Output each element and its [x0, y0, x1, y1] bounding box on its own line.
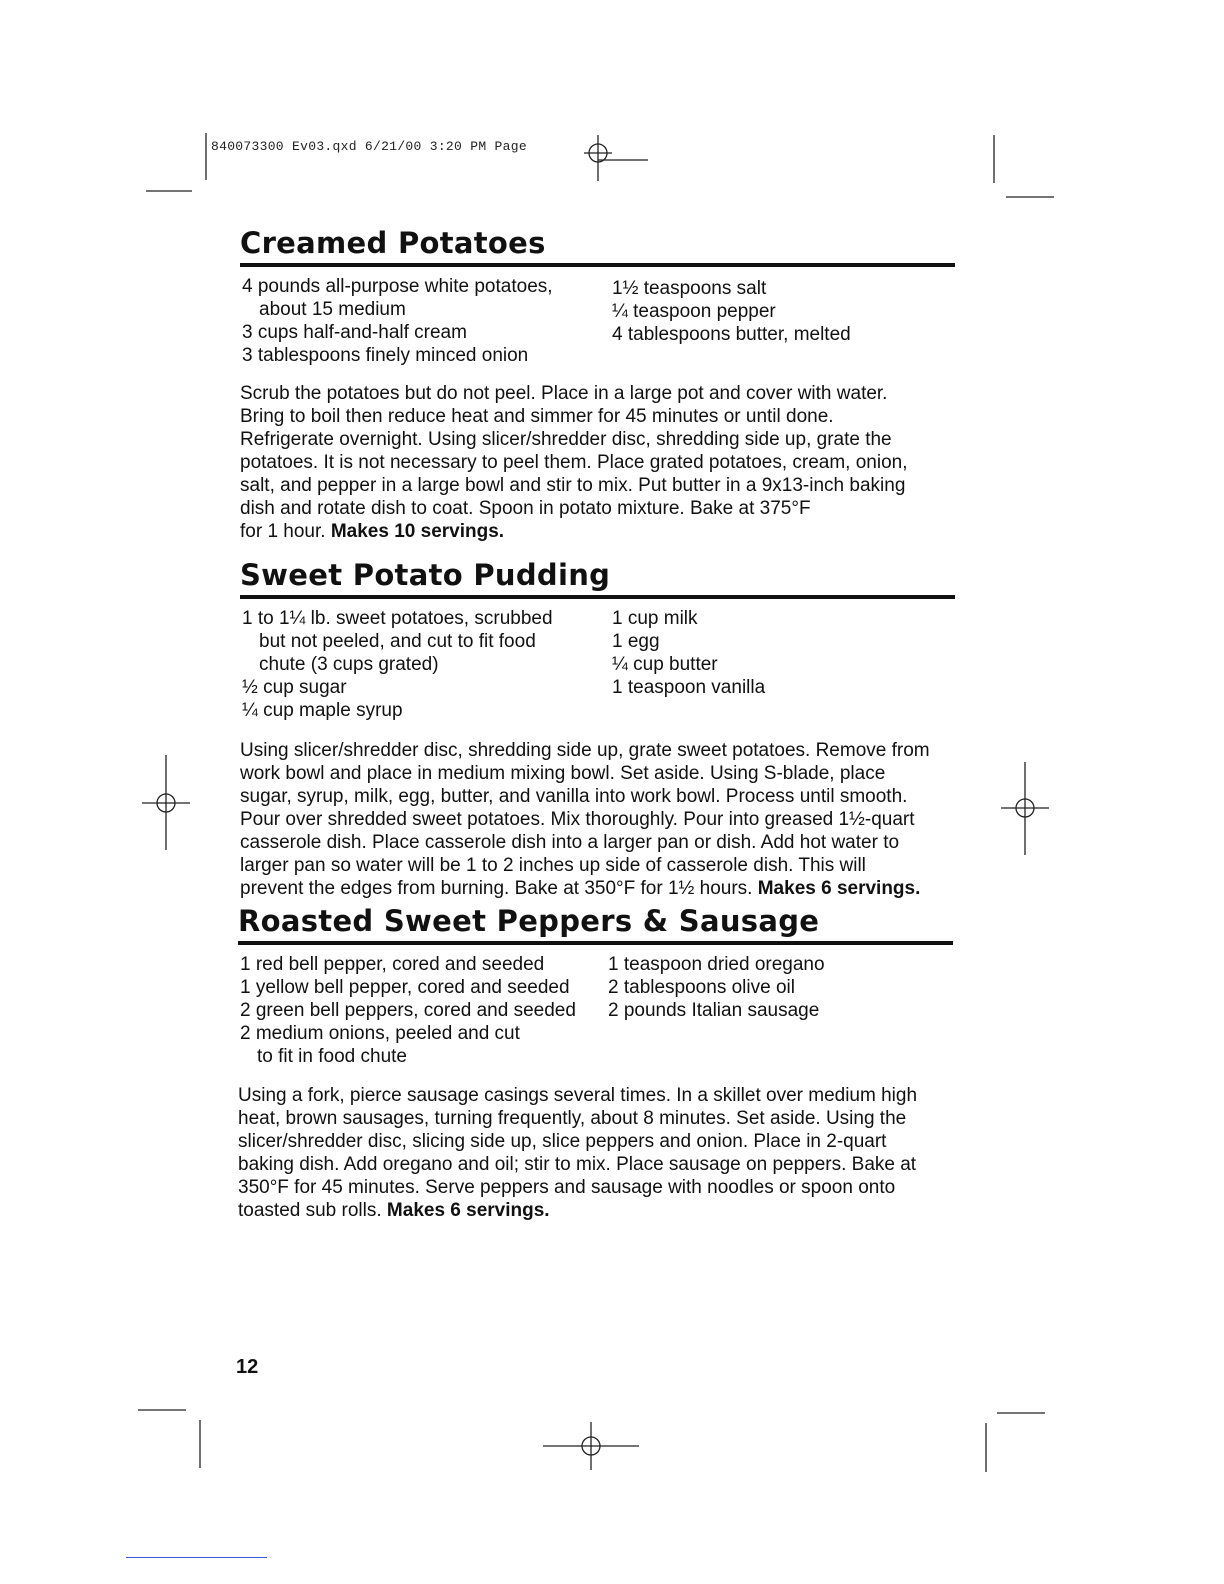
- ingredient-line: 1 teaspoon vanilla: [612, 677, 766, 698]
- method-line: Refrigerate overnight. Using slicer/shredder disc, shredding side up, grate the: [240, 429, 892, 450]
- ingredient-list: [240, 607, 955, 722]
- ingredient-line: but not peeled, and cut to fit food: [259, 631, 536, 652]
- method-line: work bowl and place in medium mixing bowl. Set aside. Using S-blade, place: [240, 763, 886, 784]
- ingredient-line: 4 pounds all-purpose white potatoes,: [242, 276, 553, 297]
- method-line: Scrub the potatoes but do not peel. Place in a large pot and cover with water.: [240, 383, 888, 404]
- method-line: Pour over shredded sweet potatoes. Mix thoroughly. Pour into greased 1½-quart: [240, 809, 915, 830]
- ingredients-right-column: [612, 607, 765, 699]
- servings-note: Makes 10 servings.: [330, 521, 505, 542]
- method-line: toasted sub rolls.: [238, 1200, 382, 1221]
- method-line: heat, brown sausages, turning frequently, about 8 minutes. Set aside. Using the: [238, 1108, 907, 1129]
- method-line: baking dish. Add oregano and oil; stir to mix. Place sausage on peppers. Bake at: [238, 1154, 917, 1175]
- method-text: [238, 1084, 956, 1222]
- recipe-sweet-potato-pudding: [240, 557, 955, 900]
- method-line: sugar, syrup, milk, egg, butter, and vanilla into work bowl. Process until smooth.: [240, 786, 908, 807]
- registration-mark-top: [584, 135, 612, 181]
- method-text: [240, 739, 958, 900]
- servings-note: Makes 6 servings.: [386, 1200, 550, 1221]
- method-line: potatoes. It is not necessary to peel them. Place grated potatoes, cream, onion,: [240, 452, 908, 473]
- ingredient-line: 1 cup milk: [612, 608, 698, 629]
- method-line: Using slicer/shredder disc, shredding side up, grate sweet potatoes. Remove from: [240, 740, 930, 761]
- ingredient-line: ¼ cup maple syrup: [242, 700, 403, 721]
- recipe-title: Creamed Potatoes: [240, 225, 955, 267]
- ingredient-line: ¼ cup butter: [612, 654, 718, 675]
- ingredient-line: to fit in food chute: [257, 1046, 407, 1067]
- ingredients-right-column: [612, 277, 851, 346]
- recipe-roasted-sweet-peppers-sausage: [238, 903, 953, 1222]
- ingredient-line: 2 tablespoons olive oil: [608, 977, 795, 998]
- method-line: casserole dish. Place casserole dish into a larger pan or dish. Add hot water to: [240, 832, 900, 853]
- ingredient-list: [238, 953, 953, 1068]
- ingredient-line: ¼ teaspoon pepper: [612, 301, 776, 322]
- method-line: slicer/shredder disc, slicing side up, slice peppers and onion. Place in 2-quart: [238, 1131, 887, 1152]
- recipe-title: Sweet Potato Pudding: [240, 557, 955, 599]
- ingredient-line: chute (3 cups grated): [259, 654, 439, 675]
- ingredient-line: 3 tablespoons finely minced onion: [242, 345, 529, 366]
- method-line: 350°F for 45 minutes. Serve peppers and sausage with noodles or spoon onto: [238, 1177, 896, 1198]
- registration-mark-right: [1001, 762, 1049, 855]
- ingredient-line: ½ cup sugar: [242, 677, 347, 698]
- ingredients-left-column: [242, 275, 602, 367]
- ingredient-line: 2 medium onions, peeled and cut: [240, 1023, 520, 1044]
- method-line: dish and rotate dish to coat. Spoon in potato mixture. Bake at 375°F: [240, 498, 811, 519]
- page-number: 12: [236, 1356, 259, 1378]
- method-line: for 1 hour.: [240, 521, 326, 542]
- ingredient-line: 1 to 1¼ lb. sweet potatoes, scrubbed: [242, 608, 553, 629]
- recipe-title: Roasted Sweet Peppers & Sausage: [238, 903, 953, 945]
- bottom-rule: [126, 1557, 267, 1558]
- ingredients-left-column: [240, 953, 600, 1068]
- ingredient-line: 1 teaspoon dried oregano: [608, 954, 825, 975]
- registration-mark-left: [142, 755, 190, 850]
- ingredient-line: 1 egg: [612, 631, 660, 652]
- registration-mark-bottom: [543, 1422, 639, 1470]
- printer-slug: 840073300 Ev03.qxd 6/21/00 3:20 PM Page: [211, 139, 527, 154]
- method-line: prevent the edges from burning. Bake at 350°F for 1½ hours.: [240, 878, 758, 899]
- ingredient-line: 1½ teaspoons salt: [612, 278, 767, 299]
- ingredient-line: 2 pounds Italian sausage: [608, 1000, 820, 1021]
- method-line: Using a fork, pierce sausage casings several times. In a skillet over medium high: [238, 1085, 918, 1106]
- ingredients-right-column: [608, 953, 825, 1022]
- ingredient-line: 1 red bell pepper, cored and seeded: [240, 954, 545, 975]
- ingredient-line: about 15 medium: [259, 299, 406, 320]
- ingredient-line: 4 tablespoons butter, melted: [612, 324, 851, 345]
- ingredient-line: 3 cups half-and-half cream: [242, 322, 467, 343]
- ingredient-line: 2 green bell peppers, cored and seeded: [240, 1000, 576, 1021]
- recipe-creamed-potatoes: [240, 225, 955, 543]
- method-text: [240, 382, 958, 543]
- servings-note: Makes 6 servings.: [757, 878, 921, 899]
- ingredient-line: 1 yellow bell pepper, cored and seeded: [240, 977, 570, 998]
- method-line: salt, and pepper in a large bowl and stir to mix. Put butter in a 9x13-inch baking: [240, 475, 906, 496]
- ingredient-list: [240, 275, 955, 367]
- ingredients-left-column: [242, 607, 602, 722]
- method-line: larger pan so water will be 1 to 2 inches up side of casserole dish. This will: [240, 855, 866, 876]
- method-line: Bring to boil then reduce heat and simmer for 45 minutes or until done.: [240, 406, 834, 427]
